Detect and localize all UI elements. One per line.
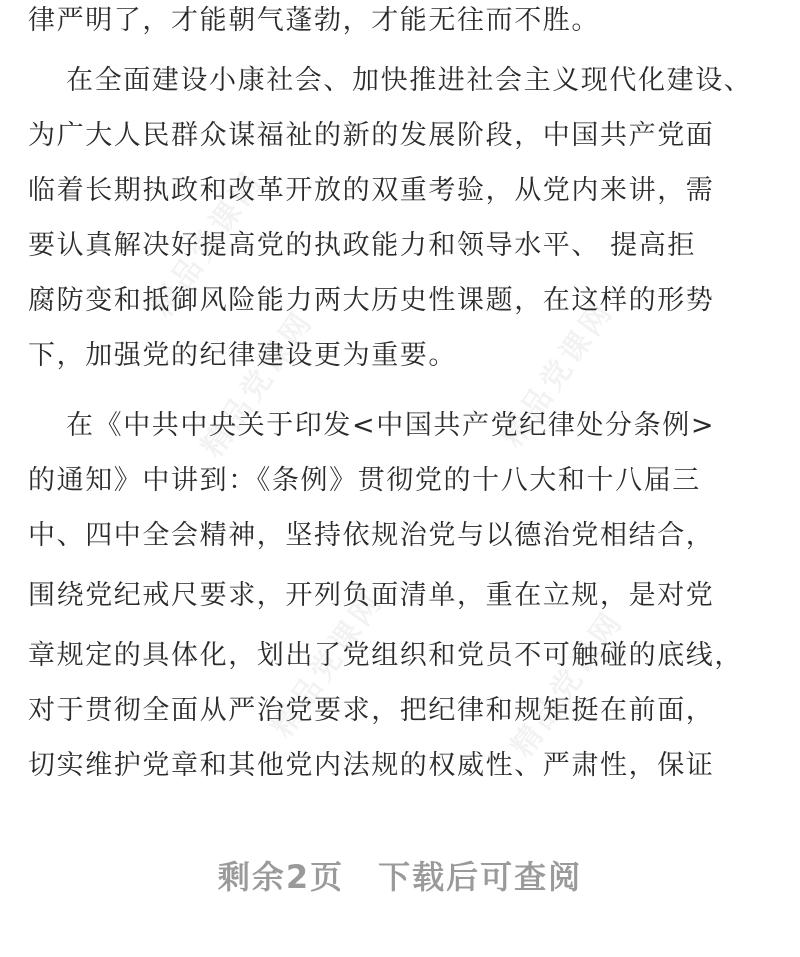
text-line: 临着长期执政和改革开放的双重考验，从党内来讲，需 — [28, 175, 715, 206]
text-line: 为广大人民群众谋福祉的新的发展阶段，中国共产党面 — [28, 120, 715, 151]
text-line: 腐防变和抵御风险能力两大历史性课题，在这样的形势 — [28, 285, 715, 316]
text-line: 要认真解决好提高党的执政能力和领导水平、 提高拒 — [28, 230, 696, 261]
text-line: 下，加强党的纪律建设更为重要。 — [28, 340, 457, 371]
watermark: 精品党课网 — [494, 294, 621, 454]
text-line: 律严明了，才能朝气蓬勃，才能无往而不胜。 — [28, 5, 600, 36]
text-line: 章规定的具体化，划出了党组织和党员不可触碰的底线， — [28, 640, 743, 671]
text-line: 切实维护党章和其他党内法规的权威性、严肃性，保证 — [28, 750, 715, 781]
remaining-pages-notice[interactable]: 剩余2页 下载后可查阅 — [217, 858, 583, 896]
text-line: 中、四中全会精神，坚持依规治党与以德治党相结合， — [28, 520, 715, 551]
paragraph-start-line: 在《中共中央关于印发<中国共产党纪律处分条例> — [66, 410, 716, 441]
watermark: 精品党课网 — [194, 304, 321, 464]
text-line: 围绕党纪戒尺要求，开列负面清单，重在立规，是对党 — [28, 580, 715, 611]
watermark: 精品党课网 — [504, 604, 631, 764]
watermark: 精品党课网 — [264, 584, 391, 744]
watermark: 精品党课网 — [144, 164, 271, 324]
paragraph-start-line: 在全面建设小康社会、加快推进社会主义现代化建设、 — [66, 65, 753, 96]
text-line: 的通知》中讲到：《条例》贯彻党的十八大和十八届三 — [28, 465, 701, 496]
text-line: 对于贯彻全面从严治党要求，把纪律和规矩挺在前面， — [28, 695, 715, 726]
